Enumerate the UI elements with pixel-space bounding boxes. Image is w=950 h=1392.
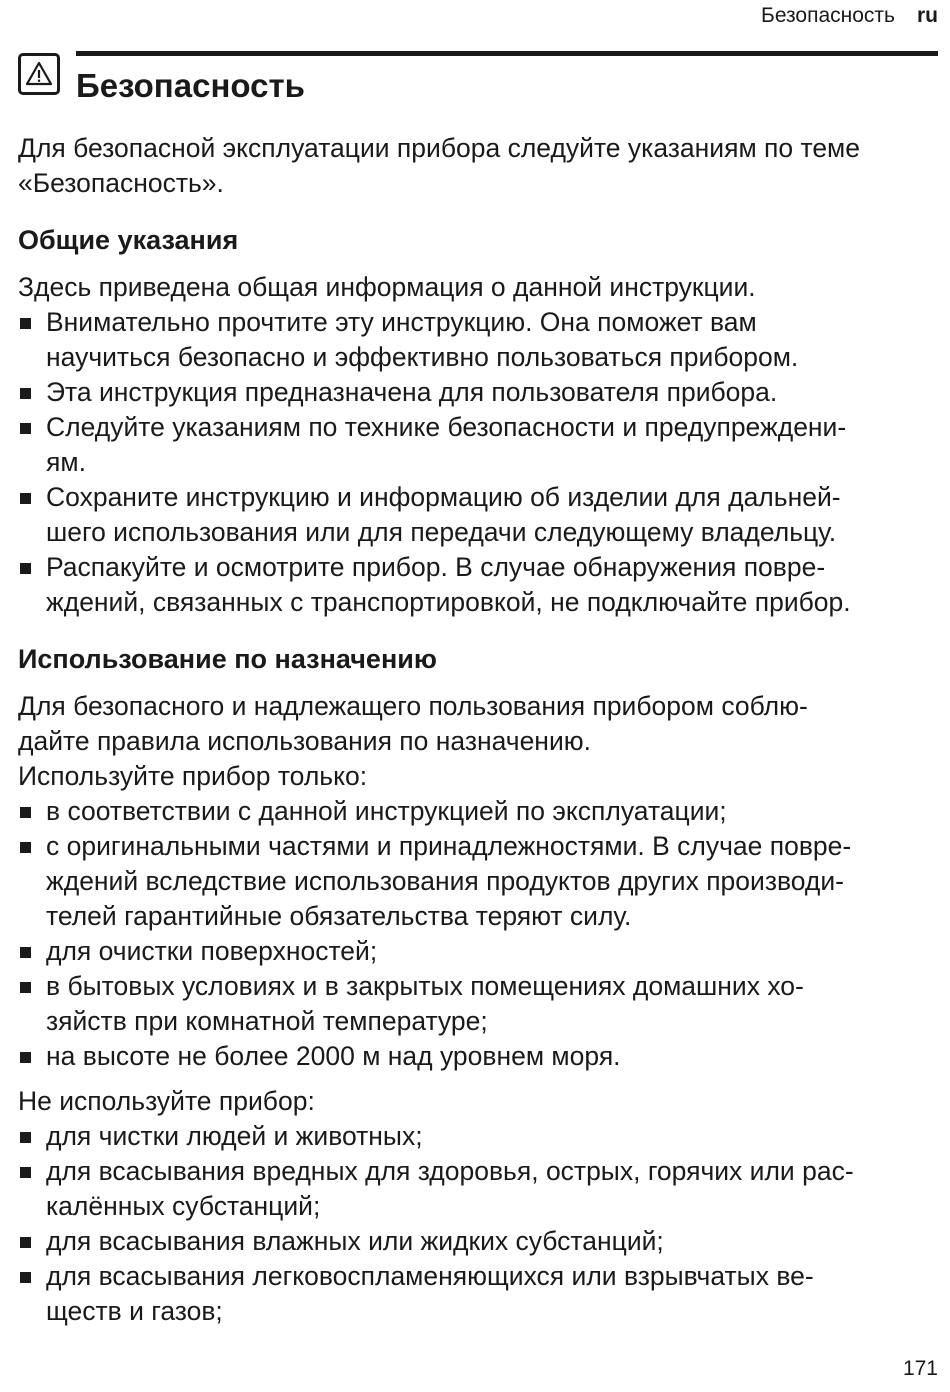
text-line: шего использования или для передачи следующему владельцу. bbox=[46, 517, 837, 547]
intro-paragraph bbox=[18, 131, 940, 201]
document-body bbox=[18, 131, 940, 1329]
square-bullet-icon bbox=[20, 1167, 31, 1178]
list-item bbox=[18, 1224, 940, 1259]
square-bullet-icon bbox=[20, 1052, 31, 1063]
running-header bbox=[761, 3, 938, 29]
general-list bbox=[18, 305, 940, 620]
heading-rule bbox=[76, 51, 938, 56]
text-line: телей гарантийные обязательства теряют силу. bbox=[46, 901, 632, 931]
text-line: ждений, связанных с транспортировкой, не подключайте прибор. bbox=[46, 587, 851, 617]
list-item bbox=[18, 1039, 940, 1074]
list-item bbox=[18, 1154, 940, 1224]
list-item bbox=[18, 480, 940, 550]
text-line: для чистки людей и животных; bbox=[46, 1121, 423, 1151]
list-item bbox=[18, 969, 940, 1039]
text-line: Следуйте указаниям по технике безопасности и предупреждени- bbox=[46, 412, 847, 442]
running-header-section: Безопасность bbox=[761, 4, 895, 27]
text-line: для всасывания влажных или жидких субстанций; bbox=[46, 1226, 664, 1256]
warning-triangle-svg bbox=[25, 60, 53, 88]
list-item bbox=[18, 794, 940, 829]
text-line: на высоте не более 2000 м над уровнем моря. bbox=[46, 1041, 621, 1071]
text-line: «Безопасность». bbox=[18, 168, 224, 198]
text-line: для очистки поверхностей; bbox=[46, 936, 378, 966]
text-line: ществ и газов; bbox=[46, 1296, 223, 1326]
use-list bbox=[18, 794, 940, 1074]
text-line: Сохраните инструкцию и информацию об изделии для дальней- bbox=[46, 482, 841, 512]
square-bullet-icon bbox=[20, 493, 31, 504]
text-line: в бытовых условиях и в закрытых помещениях домашних хо- bbox=[46, 971, 804, 1001]
list-item bbox=[18, 934, 940, 969]
page-title: Безопасность bbox=[76, 67, 305, 104]
text-line: для всасывания вредных для здоровья, острых, горячих или рас- bbox=[46, 1156, 854, 1186]
square-bullet-icon bbox=[20, 947, 31, 958]
list-item bbox=[18, 1119, 940, 1154]
text-line: Эта инструкция предназначена для пользователя прибора. bbox=[46, 377, 778, 407]
text-line: научиться безопасно и эффективно пользоваться прибором. bbox=[46, 342, 799, 372]
general-lead: Здесь приведена общая информация о данной инструкции. bbox=[18, 272, 756, 302]
page-number: 171 bbox=[902, 1357, 938, 1380]
square-bullet-icon bbox=[20, 842, 31, 853]
list-item bbox=[18, 375, 940, 410]
text-line: зяйств при комнатной температуре; bbox=[46, 1006, 488, 1036]
list-item bbox=[18, 829, 940, 934]
square-bullet-icon bbox=[20, 1237, 31, 1248]
text-line: калённых субстанций; bbox=[46, 1191, 321, 1221]
square-bullet-icon bbox=[20, 1272, 31, 1283]
square-bullet-icon bbox=[20, 388, 31, 399]
language-code: ru bbox=[917, 4, 938, 27]
section-heading-general: Общие указания bbox=[18, 225, 239, 255]
text-line: Для безопасного и надлежащего пользования прибором соблю- bbox=[18, 691, 808, 721]
section-heading-intended-use: Использование по назначению bbox=[18, 644, 437, 674]
text-line: ждений вследствие использования продуктов других производи- bbox=[46, 866, 845, 896]
text-line: ям. bbox=[46, 447, 86, 477]
square-bullet-icon bbox=[20, 807, 31, 818]
square-bullet-icon bbox=[20, 982, 31, 993]
not-use-lead: Не используйте прибор: bbox=[18, 1086, 315, 1116]
not-use-list bbox=[18, 1119, 940, 1329]
text-line: Внимательно прочтите эту инструкцию. Она поможет вам bbox=[46, 307, 757, 337]
text-line: в соответствии с данной инструкцией по эксплуатации; bbox=[46, 796, 727, 826]
square-bullet-icon bbox=[20, 423, 31, 434]
warning-triangle-icon bbox=[18, 53, 60, 95]
square-bullet-icon bbox=[20, 1132, 31, 1143]
text-line: Для безопасной эксплуатации прибора следуйте указаниям по теме bbox=[18, 133, 861, 163]
list-item bbox=[18, 1259, 940, 1329]
text-line: с оригинальными частями и принадлежностями. В случае повре- bbox=[46, 831, 852, 861]
list-item bbox=[18, 410, 940, 480]
text-line: Распакуйте и осмотрите прибор. В случае обнаружения повре- bbox=[46, 552, 826, 582]
list-item bbox=[18, 305, 940, 375]
intended-use-lead bbox=[18, 689, 940, 794]
text-line: Используйте прибор только: bbox=[18, 761, 368, 791]
text-line: дайте правила использования по назначению. bbox=[18, 726, 591, 756]
list-item bbox=[18, 550, 940, 620]
square-bullet-icon bbox=[20, 563, 31, 574]
text-line: для всасывания легковоспламеняющихся или взрывчатых ве- bbox=[46, 1261, 814, 1291]
square-bullet-icon bbox=[20, 318, 31, 329]
